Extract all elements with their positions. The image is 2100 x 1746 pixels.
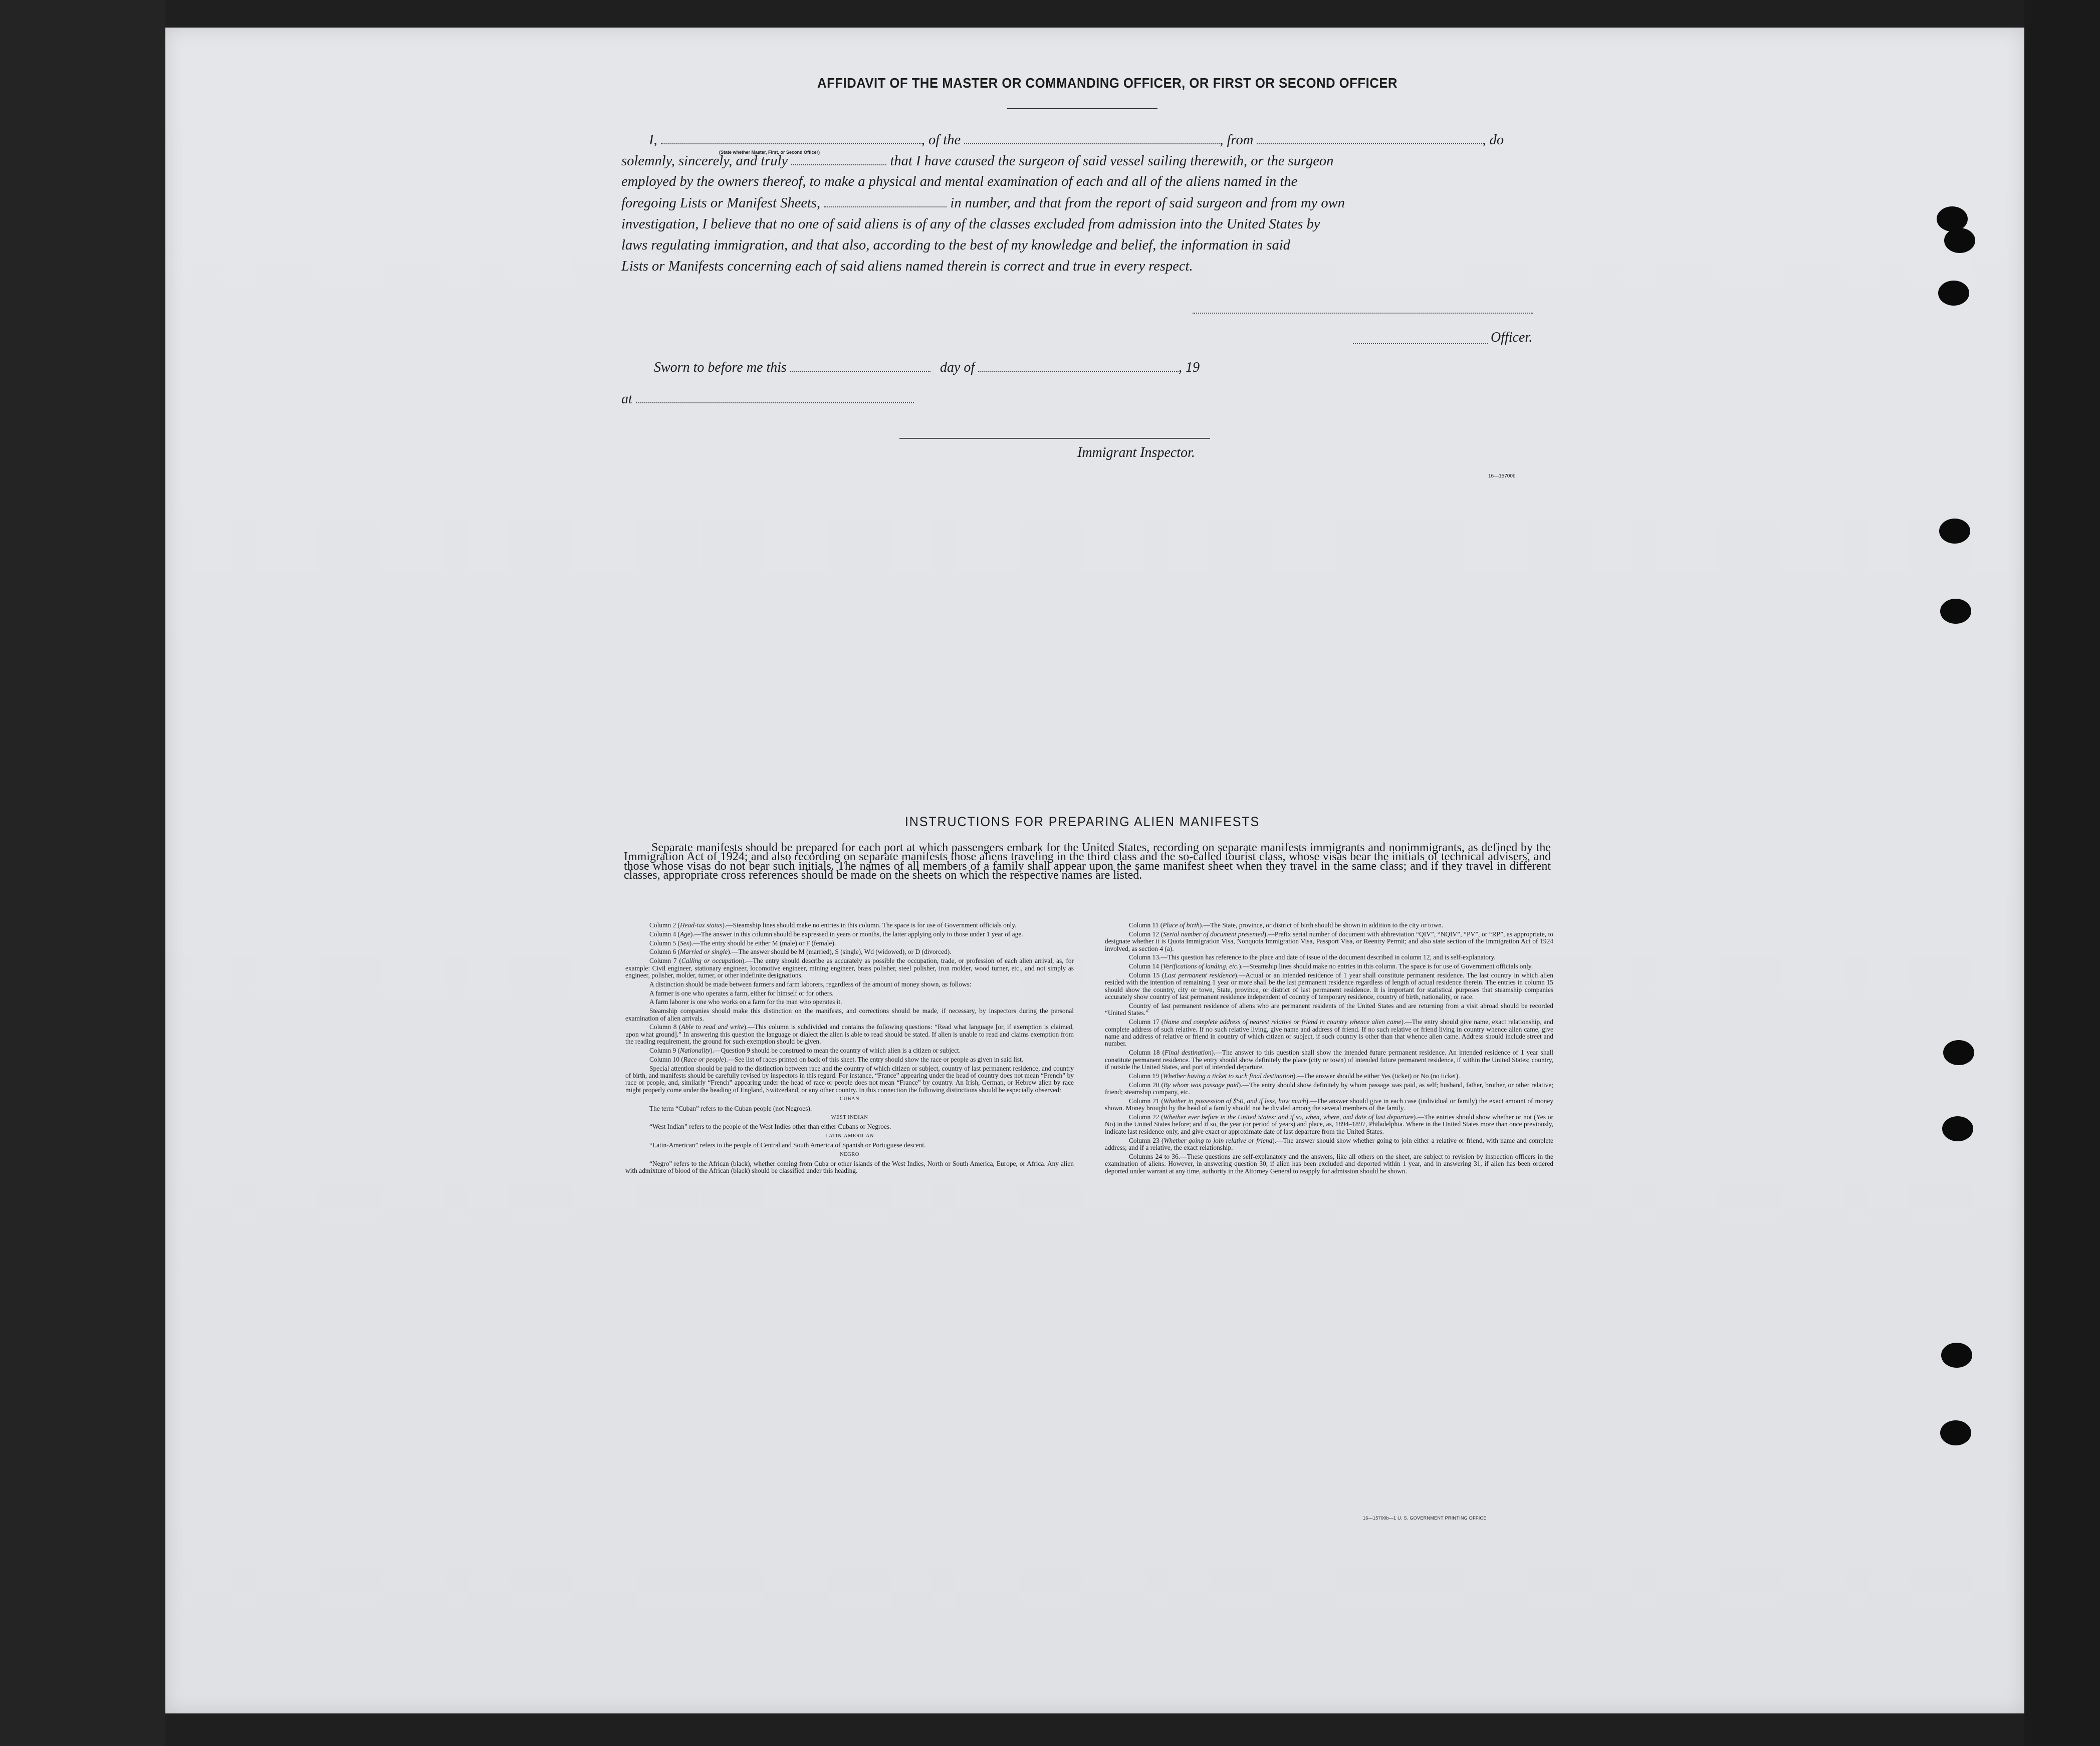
column-label: Column 15 [1129, 971, 1160, 979]
instruction-paragraph: Special attention should be paid to the distinction between race and the country of which citizen or subject, country of last permanent residence, and country of birth, and manifests should be carefully revised by inspectors in this regard. For instance, “France” appearing under the head of country does not mean “French” by race or people, and, similarly “French” appearing under the head of race or people does not mean “France” by country. An Irish, German, or Hebrew alien by race might properly come under the heading of England, Switzerland, or any other country. In this connection the following distinctions should be especially observed: [625, 1064, 1074, 1094]
column-instruction: Column 15 (Last permanent residence).—Actual or an intended residence of 1 year shall constitute permanent residence. The last country in which alien resided with the intention of remaining 1 year or more shall be the last permanent residence regardless of length of actual residence therein. The entries in column 15 should show the country, city or town, State, province, or district of last permanent residence. It is important for statistical purposes that steamship companies accurately show country of last permanent residence independent of country of temporary residence, country of birth, nationality, or race. [1105, 971, 1553, 1001]
column-instruction: Column 7 (Calling or occupation).—The entry should describe as accurately as possible the occupation, trade, or profession of each alien arrival, as, for example: Civil engineer, stationary engineer, locomotive engineer, mining engineer, brass polisher, steel polisher, iron molder, wood turner, etc., and not simply as engineer, polisher, molder, turner, or other indefinite designations. [625, 957, 1074, 979]
column-name: Name and complete address of nearest relative or friend in country whence alien came [1163, 1018, 1402, 1026]
punch-hole-icon [1942, 1116, 1973, 1141]
affidavit-text: at [621, 391, 632, 407]
column-name: Married or single [680, 948, 728, 956]
column-name: Place of birth [1162, 921, 1200, 929]
column-name: Whether going to join relative or friend [1163, 1136, 1273, 1144]
column-name: Last permanent residence [1164, 971, 1235, 979]
affidavit-text: , 19 [1179, 360, 1200, 375]
column-text: The answer should be either Yes (ticket) or No (no ticket). [1303, 1072, 1460, 1080]
column-name: Verifications of landing, etc. [1162, 962, 1239, 970]
column-label: Column 11 [1129, 921, 1159, 929]
column-instruction: Column 17 (Name and complete address of nearest relative or friend in country whence alien came).—The entry should give name, exact relationship, and complete address of such relative. If no such relative living, give name and address of friend. If no such relative or friend living in country whence alien came, give name and address of relative or friend in country of which citizen or subject, if such country is other than that whence alien came. Address should include street and number. [1105, 1018, 1553, 1048]
column-instruction: Column 8 (Able to read and write).—This column is subdivided and contains the following questions: “Read what language [or, if exemption is claimed, upon what ground].” In answering this question the language or dialect the alien is able to read should be stated. If alien is unable to read and claims exemption from the reading requirement, the ground for such exemption should be given. [625, 1023, 1074, 1046]
punch-hole-icon [1941, 1343, 1972, 1368]
instructions-intro: Separate manifests should be prepared for each port at which passengers embark for the United States, recording on separate manifests immigrants and nonimmigrants, as defined by the Immigration Act of 1924; and also recording on separate manifests those aliens traveling in the third class and the so-called tourist class, whose visas bear the initials of technical advisers, and those whose visas do not bear such initials. The names of all members of a family shall appear upon the same manifest sheet when they travel in the same class; and if they travel in different classes, appropriate cross references should be made on the sheets on which the respective names are listed. [624, 841, 1551, 882]
inspector-label: Immigrant Inspector. [1077, 445, 1195, 460]
affidavit-text: solemnly, sincerely, and truly [621, 153, 788, 169]
column-text: This question has reference to the place and date of issue of the document described in column 12, and is self-explanatory. [1167, 953, 1496, 961]
column-text: The answer should show whether going to join either a relative or friend, with name and complete address; and if a relative, the exact relationship. [1105, 1136, 1553, 1152]
column-instruction: Column 14 (Verifications of landing, etc.).—Steamship lines should make no entries in this column. The space is for use of Government officials only. [1129, 962, 1533, 970]
column-instruction: Column 22 (Whether ever before in the United States; and if so, when, where, and date of last departure).—The entries should show whether or not (Yes or No) in the United States before; and if so, the year (or period of years) and place, as, 1894–1897, Philadelphia. Where in the United States more than once previously, indicate last residence only, and give exact or approximate date of last departure from the United States. [1105, 1113, 1553, 1135]
affidavit-title: AFFIDAVIT OF THE MASTER OR COMMANDING OFFICER, OR FIRST OR SECOND OFFICER [817, 75, 1397, 91]
column-label: Column 12 [1129, 930, 1159, 938]
column-text: Actual or an intended residence of 1 year shall constitute permanent residence. The last country in which alien resided with the intention of remaining 1 year or more shall be the last permanent residence regardless of length of actual residence therein. The entries in column 15 should show the country, city or town, State, province, or district of last permanent residence. It is important for statistical purposes that steamship companies accurately show country of last permanent residence independent of country of temporary residence, country of birth, nationality, or race. [1105, 971, 1553, 1001]
affirm-blank [791, 153, 886, 165]
affidavit-line-7: Lists or Manifests concerning each of said aliens named therein is correct and true in every respect. [621, 259, 1193, 274]
vessel-name-blank [964, 132, 1220, 144]
sworn-month-blank [978, 360, 1179, 372]
punch-hole-icon [1943, 1040, 1974, 1065]
column-text: The entry should be either M (male) or F (female). [699, 939, 836, 947]
affidavit-text: Sworn to before me this [654, 360, 787, 375]
officer-title-blank [661, 132, 921, 144]
column-name: Whether in possession of $50, and if less, how much [1163, 1097, 1306, 1105]
instruction-paragraph: A farmer is one who operates a farm, either for himself or for others. [649, 989, 834, 997]
column-instruction: Column 21 (Whether in possession of $50, and if less, how much).—The answer should give in each case (individual or family) the exact amount of money shown. Money brought by the head of a family should not be divided among the several members of the family. [1105, 1097, 1553, 1112]
column-instruction: Column 9 (Nationality).—Question 9 should be construed to mean the country of which alien is a citizen or subject. [649, 1047, 961, 1054]
officer-signature-line [1353, 342, 1488, 344]
title-underline [1007, 108, 1157, 109]
sworn-place-blank [636, 391, 914, 403]
sworn-day-blank [790, 360, 930, 372]
column-label: Column 17 [1129, 1018, 1159, 1026]
officer-title-caption: (State whether Master, First, or Second Officer) [719, 150, 820, 155]
column-instruction: Column 4 (Age).—The answer in this column should be expressed in years or months, the latter applying only to those under 1 year of age. [649, 930, 1023, 938]
column-name: Head-tax status [680, 921, 723, 929]
section-subheading: LATIN-AMERICAN [825, 1133, 874, 1139]
printer-imprint: 16—15700b—1 U. S. GOVERNMENT PRINTING OFFICE [1363, 1516, 1487, 1521]
inspector-signature-line [899, 437, 1210, 439]
instruction-paragraph: A distinction should be made between farmers and farm laborers, regardless of the amount of money shown, as follows: [649, 980, 972, 988]
column-name: Whether having a ticket to such final destination [1162, 1072, 1293, 1080]
column-text: These questions are self-explanatory and the answers, like all others on the sheet, are subject to revision by inspection officers in the examination of aliens. However, in answering question 30, if alien has been excluded and deported within 1 year, and in answering 31, if alien has been ordered deported under warrant at any time, authority in the Attorney General to reapply for admission should be shown. [1105, 1152, 1553, 1175]
column-text: Prefix serial number of document with abbreviation “QIV”, “NQIV”, “PV”, or “RP”, as appropriate, to designate whether it is Quota Immigration Visa, Nonquota Immigration Visa, Passport Visa, or Reentry Permit; and also state section of the Immigration Act of 1924 involved, as section 4 (a). [1105, 930, 1554, 952]
column-text: The answer in this column should be expressed in years or months, the latter applying only to those under 1 year of age. [701, 930, 1023, 938]
column-text: The entry should give name, exact relationship, and complete address of such relative. If no such relative living, give name and address of friend. If no such relative or friend living in country whence alien came, give name and address of relative or friend in country of which citizen or subject, if such country is other than that whence alien came. Address should include street and number. [1105, 1018, 1553, 1048]
affidavit-text: , do [1482, 132, 1504, 148]
column-label: Column 6 [649, 948, 676, 956]
punch-hole-icon [1937, 206, 1968, 231]
column-instruction: Columns 24 to 36.—These questions are self-explanatory and the answers, like all others on the sheet, are subject to revision by inspection officers in the examination of aliens. However, in answering question 30, if alien has been excluded and deported within 1 year, and in answering 31, if alien has been ordered deported under warrant at any time, authority in the Attorney General to reapply for admission should be shown. [1105, 1152, 1553, 1175]
affidavit-text: foregoing Lists or Manifest Sheets, [621, 195, 821, 211]
column-label: Column 22 [1129, 1113, 1159, 1121]
column-text: Steamship lines should make no entries in this column. The space is for use of Government officials only. [1249, 962, 1533, 970]
column-label: Column 14 [1129, 962, 1159, 970]
column-name: Whether ever before in the United States; and if so, when, where, and date of last departure [1163, 1113, 1414, 1121]
column-name: Final destination [1164, 1049, 1212, 1057]
affidavit-text: day of [940, 360, 975, 375]
column-label: Columns 24 to 36 [1129, 1152, 1179, 1160]
instruction-paragraph: Country of last permanent residence of aliens who are permanent residents of the United States and are returning from a visit abroad should be recorded “United States.” [1105, 1002, 1553, 1017]
officer-label: Officer. [1491, 330, 1533, 345]
column-instruction: Column 18 (Final destination).—The answer to this question shall show the intended future permanent residence. An intended residence of 1 year shall constitute permanent residence. The entry should show definitely the place (city or town) of intended future permanent residence, if within the United States; country, if outside the United States, and port of intended departure. [1105, 1049, 1553, 1071]
port-from-blank [1257, 132, 1482, 144]
instruction-paragraph: “Latin-American” refers to the people of Central and South America of Spanish or Portuguese descent. [649, 1141, 926, 1149]
affidavit-line-5: investigation, I believe that no one of said aliens is of any of the classes excluded from admission into the United States by [621, 216, 1320, 232]
film-margin-right [2024, 0, 2100, 1746]
instructions-left-column [625, 922, 1074, 1176]
column-label: Column 9 [649, 1047, 676, 1054]
column-label: Column 5 [649, 939, 676, 947]
section-subheading: CUBAN [839, 1096, 860, 1102]
column-text: Question 9 should be construed to mean the country of which alien is a citizen or subject. [721, 1047, 961, 1054]
column-label: Column 10 [649, 1055, 679, 1063]
instruction-paragraph: A farm laborer is one who works on a farm for the man who operates it. [649, 998, 842, 1006]
punch-hole-icon [1940, 599, 1971, 624]
column-label: Column 7 [649, 957, 677, 965]
affidavit-line-1 [621, 131, 1548, 149]
column-instruction: Column 12 (Serial number of document presented).—Prefix serial number of document with abbreviation “QIV”, “NQIV”, “PV”, or “RP”, as appropriate, to designate whether it is Quota Immigration Visa, Nonquota Immigration Visa, Passport Visa, or Reentry Permit; and also state section of the Immigration Act of 1924 involved, as section 4 (a). [1105, 930, 1554, 952]
column-label: Column 21 [1129, 1097, 1159, 1105]
column-label: Column 23 [1129, 1136, 1159, 1144]
column-text: The answer should give in each case (individual or family) the exact amount of money shown. Money brought by the head of a family should not be divided among the several members of the family. [1105, 1097, 1553, 1112]
affidavit-line-6: laws regulating immigration, and that also, according to the best of my knowledge and belief, the information in said [621, 237, 1290, 253]
column-instruction: Column 6 (Married or single).—The answer should be M (married), S (single), Wd (widowed), or D (divorced). [649, 948, 952, 956]
section-subheading: NEGRO [840, 1151, 859, 1157]
column-label: Column 20 [1129, 1081, 1159, 1089]
sworn-line [654, 360, 1200, 376]
column-instruction: Column 23 (Whether going to join relative or friend).—The answer should show whether going to join either a relative or friend, with name and complete address; and if a relative, the exact relationship. [1105, 1136, 1553, 1152]
sheet-count-blank [824, 195, 947, 207]
column-instruction: Column 10 (Race or people).—See list of races printed on back of this sheet. The entry should show the race or people as given in said list. [649, 1055, 1024, 1063]
column-name: Race or people [683, 1055, 724, 1063]
column-name: Serial number of document presented [1163, 930, 1264, 938]
column-text: See list of races printed on back of this sheet. The entry should show the race or people as given in said list. [734, 1055, 1024, 1063]
column-name: Age [680, 930, 690, 938]
instructions-right-column [1105, 922, 1553, 1176]
section-subheading: WEST INDIAN [831, 1115, 868, 1121]
column-text: The answer should be M (married), S (single), Wd (widowed), or D (divorced). [738, 948, 952, 956]
column-name: Sex [680, 939, 689, 947]
column-name: Calling or occupation [681, 957, 742, 965]
form-number: 16—15700b [1488, 473, 1516, 479]
column-label: Column 13 [1129, 953, 1159, 961]
punch-hole-icon [1938, 281, 1969, 306]
column-text: Steamship lines should make no entries in this column. The space is for use of Government officials only. [733, 921, 1017, 929]
affidavit-text: that I have caused the surgeon of said vessel sailing therewith, or the surgeon [890, 153, 1334, 169]
affidavit-line-2 [621, 152, 1548, 170]
column-text: The entry should describe as accurately as possible the occupation, trade, or profession of each alien arrival, as, for example: Civil engineer, stationary engineer, locomotive engineer, mining engineer, brass polisher, steel polisher, iron molder, wood turner, etc., and not simply as engineer, polisher, molder, turner, or other indefinite designations. [625, 957, 1074, 979]
affidavit-line-3: employed by the owners thereof, to make a physical and mental examination of each and all of the aliens named in the [621, 174, 1298, 189]
column-text: The State, province, or district of birth should be shown in addition to the city or town. [1210, 921, 1444, 929]
at-line [621, 391, 914, 407]
column-label: Column 4 [649, 930, 676, 938]
signature-line [1193, 312, 1533, 314]
affidavit-text: , from [1220, 132, 1254, 148]
instruction-paragraph: The term “Cuban” refers to the Cuban people (not Negroes). [649, 1104, 812, 1112]
affidavit-text: I, [649, 132, 657, 148]
column-label: Column 8 [649, 1023, 677, 1031]
column-name: Able to read and write [681, 1023, 744, 1031]
affidavit-line-4 [621, 194, 1548, 212]
instruction-paragraph: “West Indian” refers to the people of the West Indies other than either Cubans or Negroes. [649, 1123, 891, 1131]
affidavit-text: in number, and that from the report of said surgeon and from my own [950, 195, 1345, 211]
column-instruction: Column 11 (Place of birth).—The State, province, or district of birth should be shown in addition to the city or town. [1129, 921, 1444, 929]
column-label: Column 19 [1129, 1072, 1159, 1080]
instructions-title: INSTRUCTIONS FOR PREPARING ALIEN MANIFESTS [904, 814, 1260, 829]
punch-hole-icon [1939, 519, 1970, 544]
instruction-paragraph: “Negro” refers to the African (black), whether coming from Cuba or other islands of the West Indies, North or South America, Europe, or Africa. Any alien with admixture of blood of the African (black) should be classified under this heading. [625, 1160, 1074, 1175]
column-instruction: Column 5 (Sex).—The entry should be either M (male) or F (female). [649, 939, 836, 947]
column-instruction: Column 2 (Head-tax status).—Steamship lines should make no entries in this column. The space is for use of Government officials only. [649, 921, 1017, 929]
column-text: The entry should show definitely by whom passage was paid, as self; husband, father, brother, or other relative; friend; steamship company, etc. [1105, 1081, 1553, 1096]
instruction-paragraph: Steamship companies should make this distinction on the manifests, and corrections should be made, if necessary, by inspectors during the personal examination of alien arrivals. [625, 1007, 1074, 1022]
column-instruction: Column 20 (By whom was passage paid).—The entry should show definitely by whom passage was paid, as self; husband, father, brother, or other relative; friend; steamship company, etc. [1105, 1081, 1553, 1096]
column-text: The answer to this question shall show the intended future permanent residence. An intended residence of 1 year shall constitute permanent residence. The entry should show definitely the place (city or town) of intended future permanent residence, if within the United States; country, if outside the United States, and port of intended departure. [1105, 1049, 1553, 1071]
column-name: Nationality [680, 1047, 711, 1054]
affidavit-text: , of the [921, 132, 961, 148]
column-text: The entries should show whether or not (Yes or No) in the United States before; and if so, the year (or period of years) and place, as, 1894–1897, Philadelphia. Where in the United States more than once previously, indicate last residence only, and give exact or approximate date of last departure from the United States. [1105, 1113, 1553, 1135]
column-text: This column is subdivided and contains the following questions: “Read what language [or, if exemption is claimed, upon what ground].” In answering this question the language or dialect the alien is able to read should be stated. If alien is unable to read and claims exemption from the reading requirement, the ground for such exemption should be given. [625, 1023, 1074, 1046]
column-label: Column 18 [1129, 1049, 1160, 1057]
column-instruction: Column 13.—This question has reference to the place and date of issue of the document described in column 12, and is self-explanatory. [1129, 953, 1496, 961]
punch-hole-icon [1944, 228, 1975, 253]
punch-hole-icon [1940, 1420, 1971, 1445]
film-margin-left [0, 0, 165, 1746]
column-name: By whom was passage paid [1163, 1081, 1239, 1089]
column-instruction: Column 19 (Whether having a ticket to such final destination).—The answer should be either Yes (ticket) or No (no ticket). [1129, 1072, 1460, 1080]
column-label: Column 2 [649, 921, 676, 929]
